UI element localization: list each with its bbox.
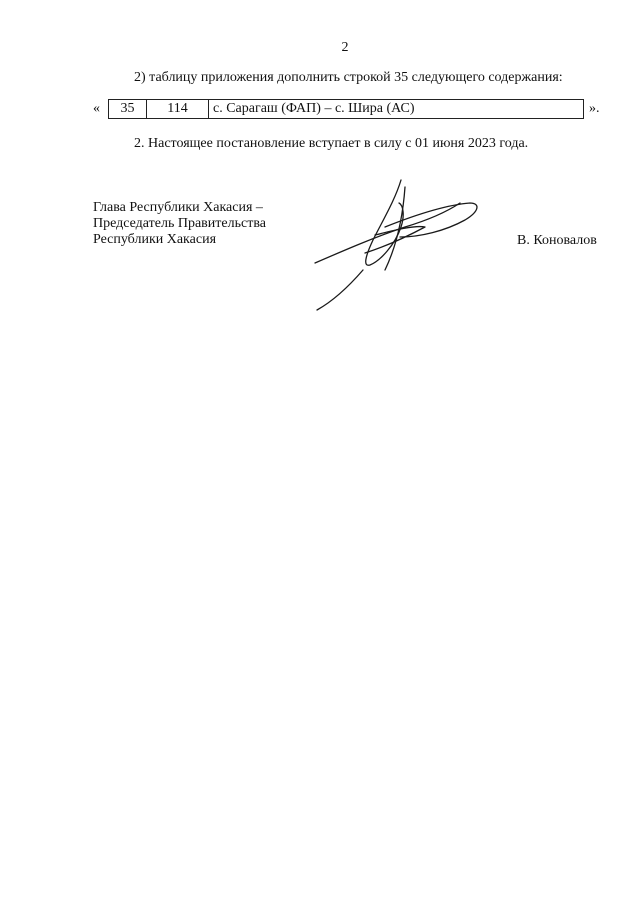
closing-quote: ». (589, 101, 600, 116)
paragraph-item-2: 2) таблицу приложения дополнить строкой 35 следующего содержания: (134, 70, 563, 85)
page-number: 2 (341, 40, 349, 55)
signatory-title-line: Республики Хакасия (93, 232, 217, 247)
opening-quote: « (93, 101, 100, 116)
table-row-cells (108, 99, 584, 119)
signatory-title-line: Глава Республики Хакасия – (93, 200, 263, 215)
cell-route-code: 114 (147, 100, 209, 118)
signatory-title (93, 200, 266, 248)
handwritten-signature (305, 175, 495, 325)
cell-route-name: с. Сарагаш (ФАП) – с. Шира (АС) (213, 101, 415, 116)
signatory-title-line: Председатель Правительства (93, 216, 266, 231)
signatory-name: В. Коновалов (517, 233, 597, 248)
paragraph-effective-date: 2. Настоящее постановление вступает в силу с 01 июня 2023 года. (134, 136, 529, 151)
table-row-addition (93, 99, 603, 121)
cell-row-number: 35 (109, 100, 147, 118)
